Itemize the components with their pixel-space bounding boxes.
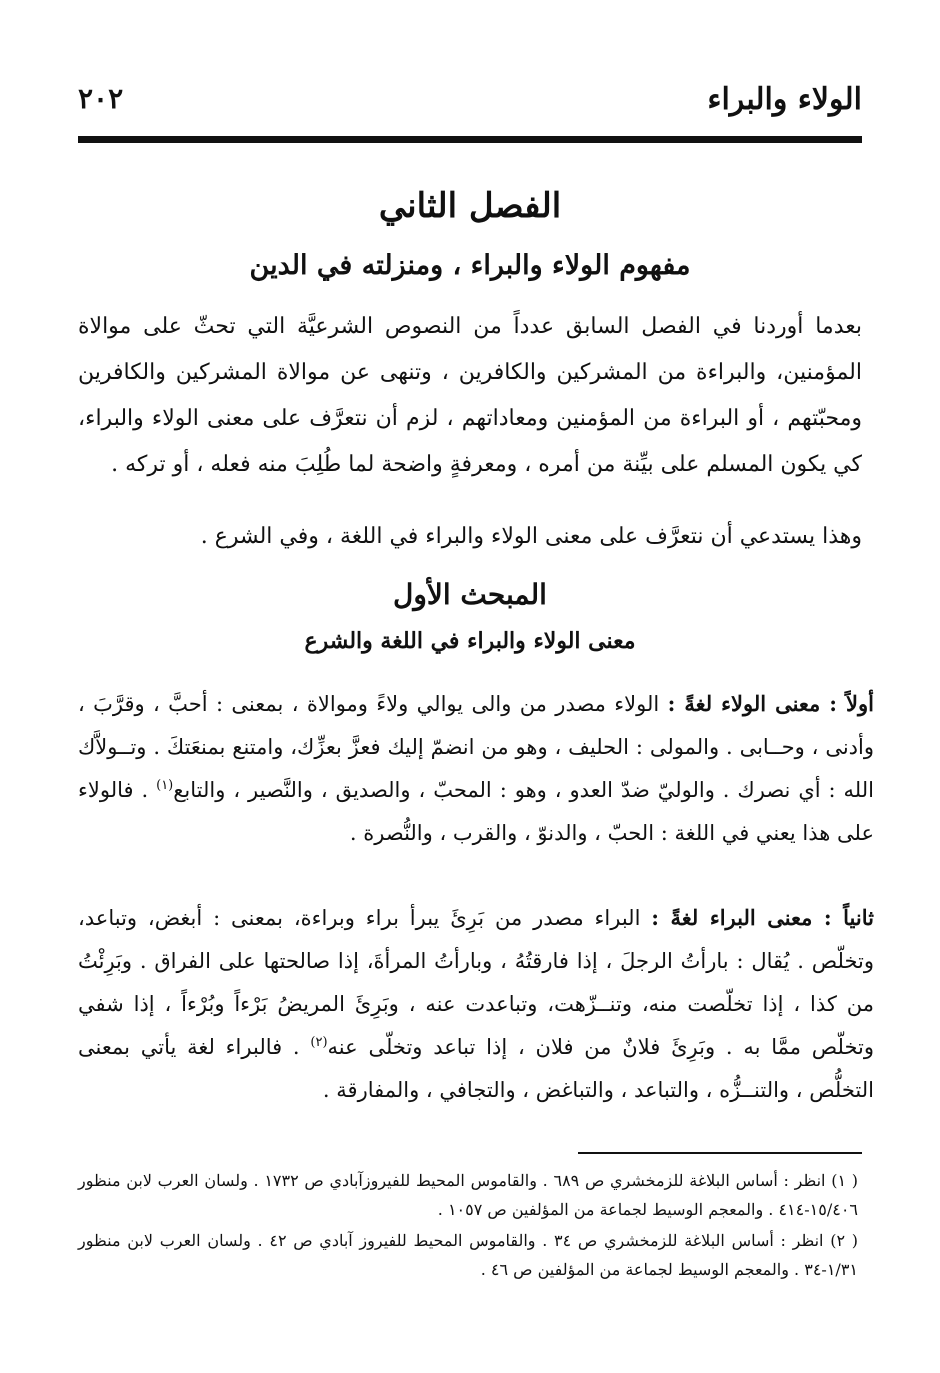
intro-paragraph-2: وهذا يستدعي أن نتعرَّف على معنى الولاء والبراء في اللغة ، وفي الشرع . [200, 524, 862, 549]
running-title: الولاء والبراء [707, 82, 862, 117]
chapter-title: الفصل الثاني [378, 186, 562, 226]
footnote-item: ( ١) انظر : أساس البلاغة للزمخشري ص ٦٨٩ . والقاموس المحيط للفيروزآبادي ص ١٧٣٢ . ولسان العرب لابن منظور ١٥/٤٠٦-٤١٤ . والمعجم الوسيط لجماعة من المؤلفين ص ١٠٥٧ . [78, 1171, 858, 1219]
footnote-item: ( ٢) انظر : أساس البلاغة للزمخشري ص ٣٤ . والقاموس المحيط للفيروز آبادي ص ٤٢ . ولسان العرب لابن منظور ١/٣١-٣٤ . والمعجم الوسيط لجماعة من المؤلفين ص ٤٦ . [78, 1231, 858, 1279]
definition-text-after: . فالبراء لغة يأتي بمعنى التخلُّص ، والتنــزُّه ، والتباعد ، والتباغض ، والتجافي ، والمفارقة . [78, 1035, 874, 1102]
definition-text: البراء مصدر من بَرِئَ يبرأ براء وبراءة، بمعنى : أبغض، وتباعد، وتخلّص . يُقال : بارأتُ الرجلَ ، إذا فارقتُهُ ، وبارأتُ المرأةَ، إذا صالحتها على الفراق . وبَرِئْتُ من كذا ، إذا تخلّصت منه، وتنــزّهت، وتباعدت عنه ، وبَرِئَ المريضُ بَرْءاً وبُرْءاً ، إذا شفي وتخلّص ممَّا به . وبَرِئَ فلانٌ من فلان ، إذا تباعد وتخلّى عنه [78, 906, 875, 1059]
header-rule [78, 136, 862, 143]
page-header [78, 82, 862, 124]
footnote-ref[interactable]: (٢) [310, 1035, 328, 1050]
section-title: المبحث الأول [393, 578, 547, 611]
page-number: ٢٠٢ [78, 82, 124, 115]
intro-paragraph: بعدما أوردنا في الفصل السابق عدداً من النصوص الشرعيَّة التي تحثّ على موالاة المؤمنين، والبراءة من المشركين والكافرين ، وتنهى عن موالاة المشركين والكافرين ومحبّتهم ، أو البراءة من المؤمنين ومعاداتهم ، لزم أن نتعرَّف على معنى الولاء والبراء، كي يكون المسلم على بيِّنة من أمره ، ومعرفةٍ واضحة لما طُلِبَ منه فعله ، أو تركه . [78, 314, 862, 477]
definition-text: الولاء مصدر من والى يوالي ولاءً وموالاة ، بمعنى : أحبَّ ، وقرَّبَ ، وأدنى ، وحــابى . والمولى : الحليف ، وهو من انضمّ إليك فعزَّ بعزِّك، وامتنع بمنعَتكَ . وتــولاَّك الله : أي نصرك . والوليّ ضدّ العدو ، وهو : المحبّ ، والصديق ، والنَّصير ، والتابع [78, 692, 874, 802]
definition-label: أولاً : معنى الولاء لغةً : [667, 691, 874, 716]
footnotes [78, 1166, 858, 1286]
footnote-ref[interactable]: (١) [156, 778, 174, 793]
definition-baraa [78, 896, 874, 1112]
definition-label: ثانياً : معنى البراء لغةً : [651, 905, 874, 930]
chapter-subtitle: مفهوم الولاء والبراء ، ومنزلته في الدين [249, 250, 691, 281]
definition-text-after: . فالولاء على هذا يعني في اللغة : الحبّ ، والدنوّ ، والقرب ، والنُّصرة . [78, 778, 874, 845]
definition-walaa [78, 682, 874, 855]
section-subtitle: معنى الولاء والبراء في اللغة والشرع [304, 628, 636, 654]
footnote-rule [578, 1152, 862, 1154]
